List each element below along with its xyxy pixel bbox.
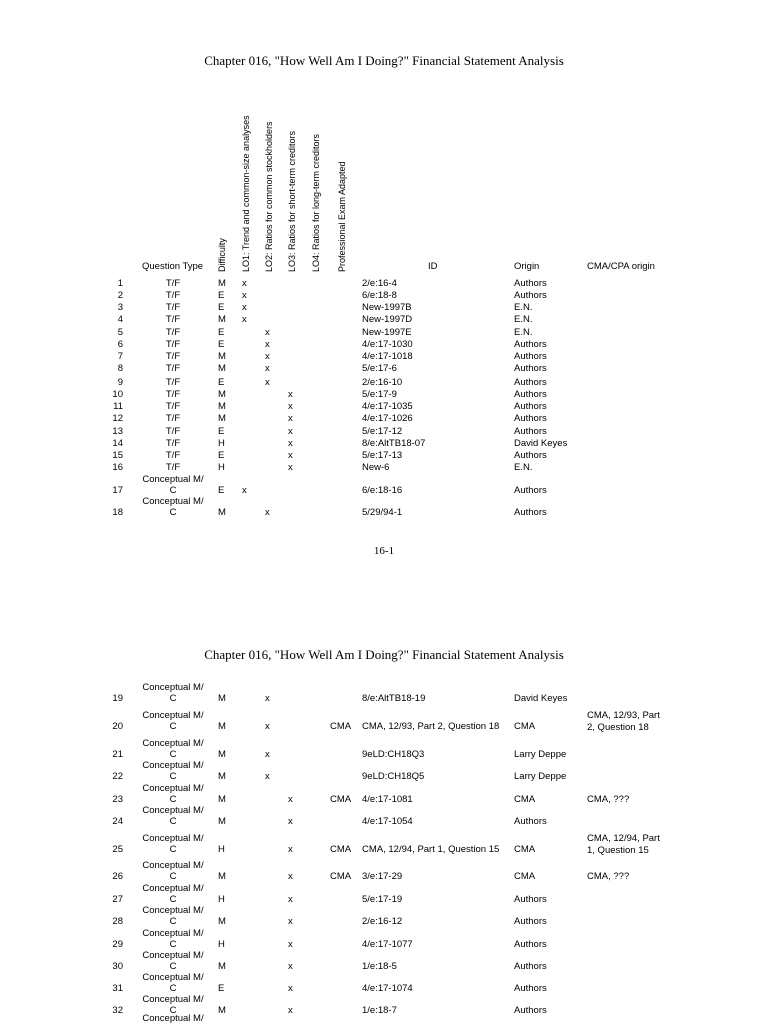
origin-cell: David Keyes	[514, 438, 568, 449]
question-type-line2: C	[169, 721, 177, 732]
difficulty-cell: E	[218, 339, 225, 350]
origin-cell: Authors	[514, 389, 547, 400]
question-type-line2: T/F	[165, 278, 181, 289]
difficulty-cell: M	[218, 401, 226, 412]
question-number: 24	[112, 816, 123, 827]
question-number: 31	[112, 983, 123, 994]
question-type-line2: C	[169, 749, 177, 760]
id-cell: 5/e:17-6	[362, 363, 397, 374]
difficulty-cell: H	[218, 939, 225, 950]
origin-cell: E.N.	[514, 327, 533, 338]
lo2-mark: x	[265, 363, 270, 374]
question-type-cell	[138, 302, 208, 313]
question-type-line1: Conceptual M/	[142, 950, 204, 961]
cma-origin-cell: CMA, 12/93, Part 2, Question 18	[587, 710, 660, 733]
question-type-cell	[138, 290, 208, 301]
question-type-line2: C	[169, 816, 177, 827]
difficulty-cell: M	[218, 721, 226, 732]
origin-cell: Authors	[514, 413, 547, 424]
difficulty-cell: H	[218, 894, 225, 905]
origin-cell: CMA	[514, 721, 536, 732]
lo3-mark: x	[288, 1005, 293, 1016]
question-type-line2: C	[169, 507, 177, 518]
id-cell: 6/e:18-8	[362, 290, 397, 301]
question-type-line2: T/F	[165, 401, 181, 412]
question-number: 8	[117, 363, 123, 374]
origin-cell: Authors	[514, 363, 547, 374]
question-type-line1: Conceptual M/	[142, 474, 204, 485]
page-title: Chapter 016, "How Well Am I Doing?" Financial Statement Analysis	[204, 53, 564, 68]
id-cell: New-1997E	[362, 327, 412, 338]
lo1-mark: x	[242, 278, 247, 289]
header-origin: Origin	[514, 261, 540, 272]
difficulty-cell: M	[218, 1005, 226, 1016]
question-type-line2: C	[169, 485, 177, 496]
header-lo2: LO2: Ratios for common stockholders	[264, 121, 274, 272]
header-lo1: LO1: Trend and common-size analyses	[241, 115, 251, 272]
difficulty-cell: M	[218, 413, 226, 424]
lo2-mark: x	[265, 721, 270, 732]
lo3-mark: x	[288, 939, 293, 950]
question-type-line2: C	[169, 916, 177, 927]
header-difficulty: Difficulty	[217, 238, 227, 272]
origin-cell: Larry Deppe	[514, 771, 567, 782]
id-cell: 4/e:17-1030	[362, 339, 413, 350]
question-type-line2: T/F	[165, 290, 181, 301]
header-professional-exam: Professional Exam Adapted	[337, 161, 347, 272]
question-type-line2: T/F	[165, 339, 181, 350]
question-number: 19	[112, 693, 123, 704]
question-type-line2: C	[169, 894, 177, 905]
question-type-line2: T/F	[165, 363, 181, 374]
question-type-cell	[138, 833, 208, 855]
question-number: 25	[112, 844, 123, 855]
origin-cell: Authors	[514, 816, 547, 827]
difficulty-cell: H	[218, 462, 225, 473]
origin-cell: Authors	[514, 351, 547, 362]
question-type-cell	[138, 805, 208, 827]
question-type-line1: Conceptual M/	[142, 738, 204, 749]
question-type-cell	[138, 928, 208, 950]
origin-cell: Authors	[514, 485, 547, 496]
lo2-mark: x	[265, 351, 270, 362]
lo3-mark: x	[288, 794, 293, 805]
difficulty-cell: M	[218, 314, 226, 325]
question-type-line1: Conceptual M/	[142, 710, 204, 721]
id-cell: 5/e:17-12	[362, 426, 403, 437]
difficulty-cell: E	[218, 290, 225, 301]
cma-origin-cell: CMA, 12/94, Part 1, Question 15	[587, 833, 660, 856]
question-number: 32	[112, 1005, 123, 1016]
difficulty-cell: E	[218, 377, 225, 388]
difficulty-cell: E	[218, 450, 225, 461]
id-cell: 2/e:16-10	[362, 377, 403, 388]
origin-cell: E.N.	[514, 314, 533, 325]
difficulty-cell: E	[218, 426, 225, 437]
lo3-mark: x	[288, 816, 293, 827]
question-type-cell	[138, 474, 208, 496]
header-question-type: Question Type	[142, 261, 204, 272]
header-lo4: LO4: Ratios for long-term creditors	[311, 133, 321, 272]
question-type-line2: T/F	[165, 450, 181, 461]
lo2-mark: x	[265, 507, 270, 518]
origin-cell: Authors	[514, 916, 547, 927]
origin-cell: Authors	[514, 1005, 547, 1016]
question-type-line2: T/F	[165, 413, 181, 424]
difficulty-cell: M	[218, 871, 226, 882]
id-cell: 4/e:17-1035	[362, 401, 413, 412]
question-type-line1: Conceptual M/	[142, 860, 204, 871]
question-type-line1: Conceptual M/	[142, 994, 204, 1005]
difficulty-cell: M	[218, 749, 226, 760]
lo3-mark: x	[288, 894, 293, 905]
id-cell: New-1997D	[362, 314, 413, 325]
id-cell: 1/e:18-5	[362, 961, 397, 972]
difficulty-cell: H	[218, 844, 225, 855]
question-type-cell	[138, 860, 208, 882]
question-type-cell	[138, 413, 208, 424]
difficulty-cell: E	[218, 327, 225, 338]
id-cell: 5/e:17-19	[362, 894, 403, 905]
question-type-cell	[138, 363, 208, 374]
question-number: 16	[112, 462, 123, 473]
question-number: 12	[112, 413, 123, 424]
question-type-line1: Conceptual M/	[142, 972, 204, 983]
difficulty-cell: M	[218, 507, 226, 518]
question-type-line1: Conceptual M/	[142, 833, 204, 844]
origin-cell: Authors	[514, 290, 547, 301]
difficulty-cell: M	[218, 794, 226, 805]
origin-cell: Authors	[514, 339, 547, 350]
id-cell: 4/e:17-1077	[362, 939, 413, 950]
origin-cell: Authors	[514, 426, 547, 437]
lo3-mark: x	[288, 462, 293, 473]
id-cell: 1/e:18-7	[362, 1005, 397, 1016]
origin-cell: Authors	[514, 377, 547, 388]
question-number: 28	[112, 916, 123, 927]
id-cell: New-6	[362, 462, 390, 473]
id-cell: 5/e:17-13	[362, 450, 403, 461]
question-number: 9	[117, 377, 123, 388]
lo3-mark: x	[288, 844, 293, 855]
question-type-line1: Conceptual M/	[142, 805, 204, 816]
question-type-cell	[138, 438, 208, 449]
difficulty-cell: M	[218, 816, 226, 827]
question-type-cell	[138, 339, 208, 350]
origin-cell: David Keyes	[514, 693, 568, 704]
question-type-cell	[138, 389, 208, 400]
id-cell: 5/29/94-1	[362, 507, 403, 518]
professional-exam-cell: CMA	[330, 871, 352, 882]
question-type-line1: Conceptual M/	[142, 928, 204, 939]
header-lo3: LO3: Ratios for short-term creditors	[287, 130, 297, 272]
difficulty-cell: M	[218, 389, 226, 400]
lo1-mark: x	[242, 485, 247, 496]
question-type-line2: T/F	[165, 377, 181, 388]
question-type-cell	[138, 905, 208, 927]
origin-cell: Authors	[514, 894, 547, 905]
question-type-line2: T/F	[165, 389, 181, 400]
question-type-line2: T/F	[165, 351, 181, 362]
origin-cell: Authors	[514, 278, 547, 289]
lo3-mark: x	[288, 916, 293, 927]
question-number: 5	[117, 327, 123, 338]
question-type-cell	[138, 950, 208, 972]
difficulty-cell: M	[218, 916, 226, 927]
origin-cell: E.N.	[514, 462, 533, 473]
lo2-mark: x	[265, 771, 270, 782]
lo1-mark: x	[242, 290, 247, 301]
professional-exam-cell: CMA	[330, 844, 352, 855]
question-number: 2	[117, 290, 123, 301]
lo2-mark: x	[265, 693, 270, 704]
cma-origin-cell: CMA, ???	[587, 871, 630, 882]
difficulty-cell: M	[218, 771, 226, 782]
question-type-cell	[138, 710, 208, 732]
question-number: 14	[112, 438, 123, 449]
question-type-cell	[138, 783, 208, 805]
id-cell: 4/e:17-1054	[362, 816, 413, 827]
question-type-line1: Conceptual M/	[142, 682, 204, 693]
origin-cell: Authors	[514, 450, 547, 461]
lo3-mark: x	[288, 401, 293, 412]
origin-cell: Authors	[514, 961, 547, 972]
id-cell: 4/e:17-1074	[362, 983, 413, 994]
question-type-line2: T/F	[165, 462, 181, 473]
cma-origin-cell: CMA, ???	[587, 794, 630, 805]
id-cell: 9eLD:CH18Q5	[362, 771, 425, 782]
question-number: 3	[117, 302, 123, 313]
origin-cell: CMA	[514, 871, 536, 882]
question-type-line2: C	[169, 794, 177, 805]
id-cell: 4/e:17-1081	[362, 794, 413, 805]
origin-cell: CMA	[514, 794, 536, 805]
difficulty-cell: E	[218, 983, 225, 994]
id-cell: 9eLD:CH18Q3	[362, 749, 425, 760]
difficulty-cell: M	[218, 351, 226, 362]
id-cell: 2/e:16-4	[362, 278, 397, 289]
question-number: 17	[112, 485, 123, 496]
id-cell: 8/e:AltTB18-07	[362, 438, 426, 449]
question-type-cell	[138, 682, 208, 704]
id-cell: New-1997B	[362, 302, 412, 313]
question-type-line2: T/F	[165, 302, 181, 313]
origin-cell: Authors	[514, 983, 547, 994]
id-cell: 3/e:17-29	[362, 871, 403, 882]
lo2-mark: x	[265, 339, 270, 350]
question-number: 20	[112, 721, 123, 732]
id-cell: 4/e:17-1018	[362, 351, 413, 362]
question-type-cell	[138, 450, 208, 461]
question-type-cell	[138, 496, 208, 518]
page-title-2: Chapter 016, "How Well Am I Doing?" Financial Statement Analysis	[204, 647, 564, 662]
professional-exam-cell: CMA	[330, 721, 352, 732]
difficulty-cell: M	[218, 278, 226, 289]
question-type-cell	[138, 278, 208, 289]
id-cell: CMA, 12/93, Part 2, Question 18	[362, 721, 500, 732]
question-type-cell	[138, 462, 208, 473]
origin-cell: Authors	[514, 401, 547, 412]
lo3-mark: x	[288, 450, 293, 461]
question-type-cell	[138, 401, 208, 412]
page-number: 16-1	[373, 545, 395, 557]
lo3-mark: x	[288, 389, 293, 400]
lo3-mark: x	[288, 438, 293, 449]
difficulty-cell: H	[218, 438, 225, 449]
question-type-line1: Conceptual M/	[142, 783, 204, 794]
difficulty-cell: E	[218, 485, 225, 496]
question-type-cell: Conceptual M/	[142, 1013, 204, 1024]
lo3-mark: x	[288, 961, 293, 972]
id-cell: 6/e:18-16	[362, 485, 403, 496]
question-number: 18	[112, 507, 123, 518]
question-type-cell	[138, 883, 208, 905]
question-number: 21	[112, 749, 123, 760]
question-number: 23	[112, 794, 123, 805]
question-type-line2: T/F	[165, 327, 181, 338]
id-cell: CMA, 12/94, Part 1, Question 15	[362, 844, 500, 855]
question-type-line2: C	[169, 983, 177, 994]
lo3-mark: x	[288, 413, 293, 424]
question-number: 22	[112, 771, 123, 782]
lo1-mark: x	[242, 314, 247, 325]
origin-cell: Authors	[514, 939, 547, 950]
difficulty-cell: M	[218, 363, 226, 374]
id-cell: 4/e:17-1026	[362, 413, 413, 424]
question-type-cell	[138, 351, 208, 362]
question-type-cell	[138, 327, 208, 338]
lo3-mark: x	[288, 426, 293, 437]
id-cell: 2/e:16-12	[362, 916, 403, 927]
question-type-line1: Conceptual M/	[142, 496, 204, 507]
question-type-line2: C	[169, 844, 177, 855]
question-type-line2: C	[169, 939, 177, 950]
question-type-line2: C	[169, 961, 177, 972]
id-cell: 8/e:AltTB18-19	[362, 693, 426, 704]
question-number: 30	[112, 961, 123, 972]
header-cma-origin: CMA/CPA origin	[587, 261, 655, 272]
question-type-cell	[138, 377, 208, 388]
question-type-line1: Conceptual M/	[142, 905, 204, 916]
lo2-mark: x	[265, 377, 270, 388]
question-type-line2: C	[169, 871, 177, 882]
question-type-cell	[138, 314, 208, 325]
question-number: 15	[112, 450, 123, 461]
origin-cell: E.N.	[514, 302, 533, 313]
question-number: 10	[112, 389, 123, 400]
lo2-mark: x	[265, 327, 270, 338]
question-type-line2: T/F	[165, 438, 181, 449]
question-type-line2: C	[169, 693, 177, 704]
lo1-mark: x	[242, 302, 247, 313]
question-type-cell	[138, 972, 208, 994]
difficulty-cell: M	[218, 693, 226, 704]
question-number: 6	[117, 339, 123, 350]
question-type-line2: T/F	[165, 426, 181, 437]
origin-cell: CMA	[514, 844, 536, 855]
question-number: 1	[117, 278, 123, 289]
question-number: 4	[117, 314, 123, 325]
question-type-line2: C	[169, 771, 177, 782]
lo2-mark: x	[265, 749, 270, 760]
question-type-line1: Conceptual M/	[142, 883, 204, 894]
question-type-cell	[138, 760, 208, 782]
question-number: 29	[112, 939, 123, 950]
difficulty-cell: E	[218, 302, 225, 313]
question-number: 11	[113, 401, 123, 412]
question-type-line2: T/F	[165, 314, 181, 325]
question-type-line2: C	[169, 1005, 177, 1016]
difficulty-cell: M	[218, 961, 226, 972]
origin-cell: Authors	[514, 507, 547, 518]
question-number: 27	[112, 894, 123, 905]
question-number: 26	[112, 871, 123, 882]
professional-exam-cell: CMA	[330, 794, 352, 805]
lo3-mark: x	[288, 871, 293, 882]
origin-cell: Larry Deppe	[514, 749, 567, 760]
question-type-line1: Conceptual M/	[142, 760, 204, 771]
lo3-mark: x	[288, 983, 293, 994]
question-type-cell	[138, 426, 208, 437]
question-number: 7	[117, 351, 123, 362]
id-cell: 5/e:17-9	[362, 389, 397, 400]
question-number: 13	[112, 426, 123, 437]
header-id: ID	[428, 261, 438, 272]
question-type-cell	[138, 738, 208, 760]
